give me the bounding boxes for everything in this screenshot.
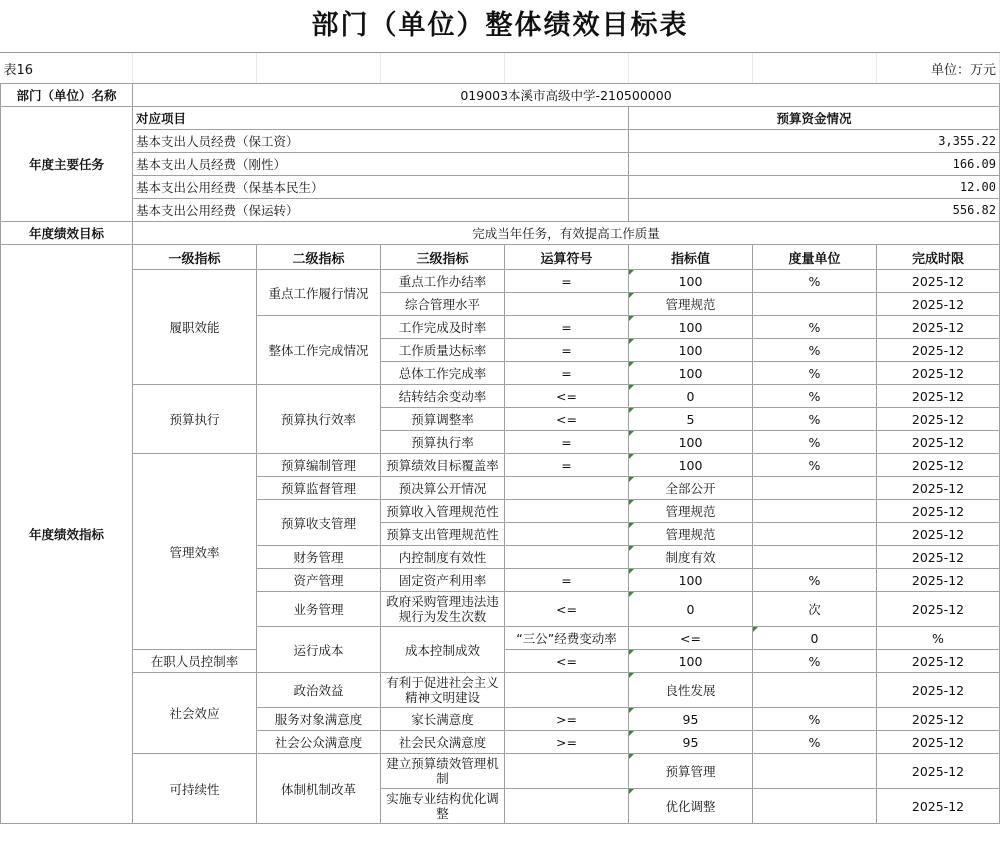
l2-cell: 重点工作履行情况 [257,270,381,316]
table-row [1,673,1000,708]
operator-cell: = [505,431,629,454]
l2-cell: 政治效益 [257,673,381,708]
tasks-label: 年度主要任务 [1,107,133,222]
value-cell: 100 [629,362,753,385]
unit-cell: % [753,431,877,454]
unit-cell: % [753,316,877,339]
operator-cell [505,789,629,824]
value-cell: 100 [629,454,753,477]
indicators-label: 年度绩效指标 [1,245,133,824]
task-amount: 556.82 [629,199,1000,222]
deadline-cell: 2025-12 [877,569,1000,592]
l1-cell: 社会效应 [133,673,257,754]
unit-cell: % [877,627,1000,650]
table-row [1,270,1000,293]
operator-cell: <= [505,650,629,673]
value-cell: 良性发展 [629,673,753,708]
operator-cell: <= [505,408,629,431]
deadline-cell: 2025-12 [877,431,1000,454]
value-cell: 100 [629,650,753,673]
l2-cell: 预算收支管理 [257,500,381,546]
l3-cell: 建立预算绩效管理机制 [381,754,505,789]
operator-cell [505,673,629,708]
unit-cell: % [753,362,877,385]
col-header-operator: 运算符号 [505,245,629,270]
task-project: 基本支出人员经费（保工资） [133,130,629,153]
value-cell: 优化调整 [629,789,753,824]
col-header-deadline: 完成时限 [877,245,1000,270]
unit-cell: 次 [753,592,877,627]
unit-cell [753,523,877,546]
l1-cell: 可持续性 [133,754,257,824]
task-amount: 12.00 [629,176,1000,199]
table-row [1,176,1000,199]
table-row [1,130,1000,153]
l2-cell: 财务管理 [257,546,381,569]
l3-cell: 固定资产利用率 [381,569,505,592]
unit-cell [753,673,877,708]
value-cell: 95 [629,708,753,731]
l3-cell: 预算调整率 [381,408,505,431]
value-cell: 0 [629,592,753,627]
l3-cell: 社会民众满意度 [381,731,505,754]
table-row [1,385,1000,408]
operator-cell: = [505,339,629,362]
unit-cell: % [753,569,877,592]
operator-cell: = [505,569,629,592]
l1-cell: 履职效能 [133,270,257,385]
deadline-cell: 2025-12 [877,293,1000,316]
l1-cell: 预算执行 [133,385,257,454]
value-cell: 管理规范 [629,293,753,316]
unit-cell [753,477,877,500]
value-cell: 100 [629,270,753,293]
l3-cell: 有利于促进社会主义精神文明建设 [381,673,505,708]
unit-label: 单位：万元 [877,53,1000,84]
unit-cell: % [753,708,877,731]
unit-cell: % [753,339,877,362]
deadline-cell: 2025-12 [877,362,1000,385]
deadline-cell: 2025-12 [877,477,1000,500]
l3-cell: 实施专业结构优化调整 [381,789,505,824]
l2-cell: 社会公众满意度 [257,731,381,754]
goal-label: 年度绩效目标 [1,222,133,245]
operator-cell: >= [505,731,629,754]
col-header-l1: 一级指标 [133,245,257,270]
l3-cell: 工作完成及时率 [381,316,505,339]
value-cell: 全部公开 [629,477,753,500]
col-header-unit: 度量单位 [753,245,877,270]
l2-cell: 资产管理 [257,569,381,592]
unit-cell: % [753,385,877,408]
deadline-cell: 2025-12 [877,731,1000,754]
l3-cell: 预算支出管理规范性 [381,523,505,546]
dept-label: 部门（单位）名称 [1,84,133,107]
l2-cell: 预算监督管理 [257,477,381,500]
l3-cell: 在职人员控制率 [133,650,257,673]
table-row [1,153,1000,176]
table-number: 表16 [1,53,133,84]
l3-cell: 综合管理水平 [381,293,505,316]
unit-cell [753,789,877,824]
deadline-cell: 2025-12 [877,454,1000,477]
value-cell: 95 [629,731,753,754]
unit-cell: % [753,650,877,673]
unit-cell [753,500,877,523]
col-header-value: 指标值 [629,245,753,270]
deadline-cell: 2025-12 [877,339,1000,362]
goal-value: 完成当年任务，有效提高工作质量 [133,222,1000,245]
deadline-cell: 2025-12 [877,270,1000,293]
deadline-cell: 2025-12 [877,500,1000,523]
operator-cell [505,754,629,789]
task-project: 基本支出人员经费（刚性） [133,153,629,176]
unit-cell: % [753,454,877,477]
operator-cell [505,500,629,523]
l3-cell: 预算绩效目标覆盖率 [381,454,505,477]
task-project: 基本支出公用经费（保基本民生） [133,176,629,199]
operator-cell: >= [505,708,629,731]
l3-cell: 重点工作办结率 [381,270,505,293]
l3-cell: 工作质量达标率 [381,339,505,362]
col-header-l2: 二级指标 [257,245,381,270]
operator-cell: = [505,362,629,385]
value-cell: 0 [753,627,877,650]
dept-value: 019003本溪市高级中学-210500000 [133,84,1000,107]
task-amount: 3,355.22 [629,130,1000,153]
deadline-cell: 2025-12 [877,408,1000,431]
l2-cell: 服务对象满意度 [257,708,381,731]
value-cell: 100 [629,339,753,362]
value-cell: 管理规范 [629,523,753,546]
operator-cell: = [505,316,629,339]
value-cell: 0 [629,385,753,408]
l1-cell: 管理效率 [133,454,257,650]
value-cell: 制度有效 [629,546,753,569]
value-cell: 5 [629,408,753,431]
unit-cell [753,293,877,316]
col-header-l3: 三级指标 [381,245,505,270]
l2-cell: 预算执行效率 [257,385,381,454]
value-cell: 管理规范 [629,500,753,523]
task-amount: 166.09 [629,153,1000,176]
l2-cell: 体制机制改革 [257,754,381,824]
l3-cell: 家长满意度 [381,708,505,731]
page-title: 部门（单位）整体绩效目标表 [0,0,1000,53]
performance-table [0,53,999,824]
operator-cell: <= [505,592,629,627]
l2-cell: 成本控制成效 [381,627,505,673]
l3-cell: “三公”经费变动率 [505,627,629,650]
deadline-cell: 2025-12 [877,789,1000,824]
l3-cell: 内控制度有效性 [381,546,505,569]
operator-cell: = [505,270,629,293]
operator-cell: <= [629,627,753,650]
l3-cell: 结转结余变动率 [381,385,505,408]
value-cell: 100 [629,316,753,339]
deadline-cell: 2025-12 [877,592,1000,627]
unit-cell: % [753,408,877,431]
task-project: 基本支出公用经费（保运转） [133,199,629,222]
operator-cell: <= [505,385,629,408]
l2-cell: 预算编制管理 [257,454,381,477]
deadline-cell: 2025-12 [877,708,1000,731]
deadline-cell: 2025-12 [877,754,1000,789]
deadline-cell: 2025-12 [877,546,1000,569]
operator-cell [505,523,629,546]
operator-cell [505,546,629,569]
table-row [1,454,1000,477]
operator-cell [505,293,629,316]
value-cell: 100 [629,569,753,592]
value-cell: 预算管理 [629,754,753,789]
deadline-cell: 2025-12 [877,650,1000,673]
unit-cell [753,546,877,569]
operator-cell [505,477,629,500]
table-row [1,199,1000,222]
value-cell: 100 [629,431,753,454]
unit-cell [753,754,877,789]
deadline-cell: 2025-12 [877,385,1000,408]
l1-cell: 运行成本 [257,627,381,673]
tasks-col-project: 对应项目 [133,107,629,130]
deadline-cell: 2025-12 [877,673,1000,708]
unit-cell: % [753,731,877,754]
unit-cell: % [753,270,877,293]
l3-cell: 预算收入管理规范性 [381,500,505,523]
operator-cell: = [505,454,629,477]
table-row [1,754,1000,789]
deadline-cell: 2025-12 [877,523,1000,546]
l3-cell: 预算执行率 [381,431,505,454]
l3-cell: 预决算公开情况 [381,477,505,500]
deadline-cell: 2025-12 [877,316,1000,339]
tasks-col-budget: 预算资金情况 [629,107,1000,130]
l3-cell: 政府采购管理违法违规行为发生次数 [381,592,505,627]
l2-cell: 整体工作完成情况 [257,316,381,385]
l2-cell: 业务管理 [257,592,381,627]
l3-cell: 总体工作完成率 [381,362,505,385]
